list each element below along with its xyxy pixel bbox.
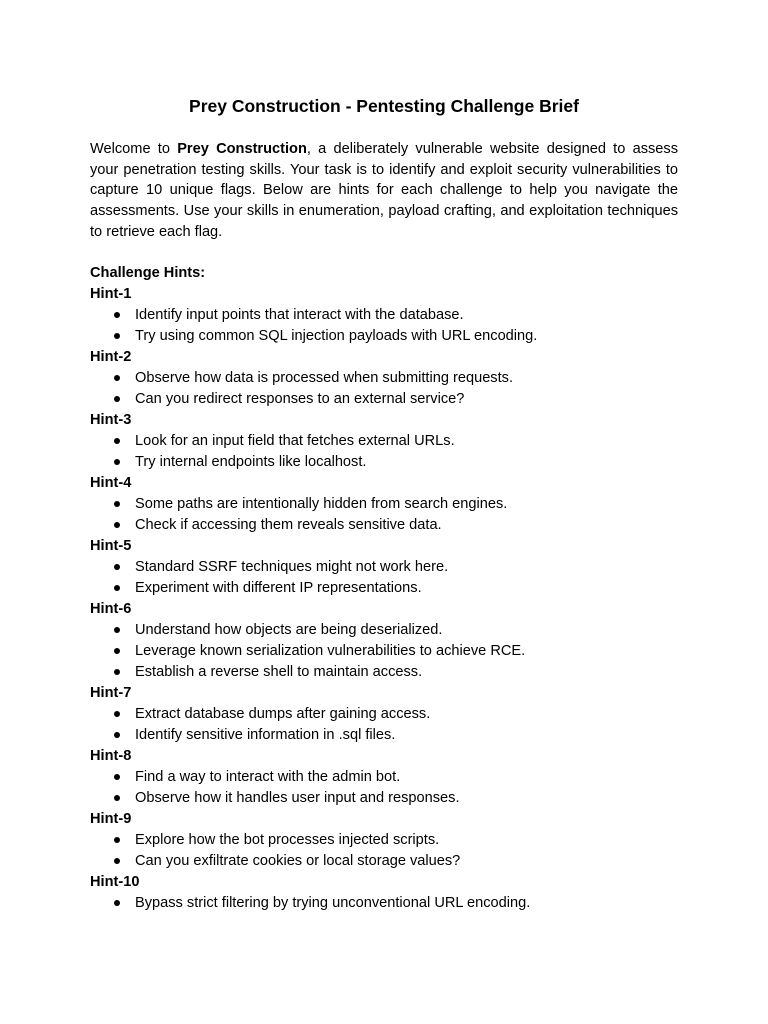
bullet-icon xyxy=(114,333,120,339)
bullet-icon xyxy=(114,459,120,465)
bullet-icon xyxy=(114,585,120,591)
hint-list xyxy=(90,284,678,914)
hint-item-text: Experiment with different IP representations. xyxy=(135,580,422,596)
bullet-icon xyxy=(114,837,120,843)
list-item xyxy=(90,641,678,662)
bullet-icon xyxy=(114,795,120,801)
hint-label: Hint-9 xyxy=(90,811,132,827)
hint-item-text: Establish a reverse shell to maintain access. xyxy=(135,664,423,680)
hint-item-text: Standard SSRF techniques might not work here. xyxy=(135,559,449,575)
bullet-icon xyxy=(114,732,120,738)
hint-label: Hint-4 xyxy=(90,475,132,491)
bullet-icon xyxy=(114,438,120,444)
hint-block xyxy=(90,809,678,872)
hint-item-text: Try internal endpoints like localhost. xyxy=(135,454,367,470)
list-item xyxy=(90,452,678,473)
hint-item-text: Leverage known serialization vulnerabilities to achieve RCE. xyxy=(135,643,526,659)
intro-company-name: Prey Construction xyxy=(177,141,307,157)
list-item xyxy=(90,494,678,515)
bullet-icon xyxy=(114,627,120,633)
list-item xyxy=(90,578,678,599)
hint-item-text: Check if accessing them reveals sensitive data. xyxy=(135,517,442,533)
hint-label: Hint-10 xyxy=(90,874,140,890)
bullet-icon xyxy=(114,501,120,507)
hint-label: Hint-5 xyxy=(90,538,132,554)
hint-label: Hint-7 xyxy=(90,685,132,701)
hint-item-text: Some paths are intentionally hidden from search engines. xyxy=(135,496,508,512)
hint-label: Hint-1 xyxy=(90,286,132,302)
hint-bullet-list xyxy=(90,767,678,809)
list-item xyxy=(90,305,678,326)
bullet-icon xyxy=(114,858,120,864)
bullet-icon xyxy=(114,669,120,675)
list-item xyxy=(90,431,678,452)
hint-item-text: Explore how the bot processes injected scripts. xyxy=(135,832,440,848)
hint-block xyxy=(90,599,678,683)
hint-block xyxy=(90,410,678,473)
hint-item-text: Can you exfiltrate cookies or local storage values? xyxy=(135,853,461,869)
hint-block xyxy=(90,683,678,746)
hint-item-text: Find a way to interact with the admin bot. xyxy=(135,769,401,785)
intro-paragraph xyxy=(90,139,678,243)
list-item xyxy=(90,389,678,410)
hint-item-text: Understand how objects are being deserialized. xyxy=(135,622,443,638)
challenge-hints-section xyxy=(90,263,678,914)
hint-block xyxy=(90,347,678,410)
hint-item-text: Observe how it handles user input and responses. xyxy=(135,790,460,806)
list-item xyxy=(90,788,678,809)
hint-item-text: Look for an input field that fetches external URLs. xyxy=(135,433,455,449)
list-item xyxy=(90,725,678,746)
hint-item-text: Can you redirect responses to an external service? xyxy=(135,391,465,407)
hint-block xyxy=(90,746,678,809)
document-title: Prey Construction - Pentesting Challenge Brief xyxy=(189,96,579,116)
hint-label: Hint-2 xyxy=(90,349,132,365)
hint-item-text: Observe how data is processed when submitting requests. xyxy=(135,370,514,386)
bullet-icon xyxy=(114,711,120,717)
intro-prefix: Welcome to xyxy=(90,141,178,157)
hint-bullet-list xyxy=(90,620,678,683)
hint-bullet-list xyxy=(90,305,678,347)
hint-item-text: Identify input points that interact with the database. xyxy=(135,307,464,323)
bullet-icon xyxy=(114,312,120,318)
list-item xyxy=(90,662,678,683)
list-item xyxy=(90,368,678,389)
bullet-icon xyxy=(114,522,120,528)
bullet-icon xyxy=(114,375,120,381)
hint-label: Hint-6 xyxy=(90,601,132,617)
hint-bullet-list xyxy=(90,830,678,872)
hint-block xyxy=(90,536,678,599)
bullet-icon xyxy=(114,774,120,780)
bullet-icon xyxy=(114,900,120,906)
list-item xyxy=(90,557,678,578)
list-item xyxy=(90,620,678,641)
hint-label: Hint-8 xyxy=(90,748,132,764)
challenge-hints-heading: Challenge Hints: xyxy=(90,265,206,281)
hint-block xyxy=(90,872,678,914)
list-item xyxy=(90,893,678,914)
hint-block xyxy=(90,284,678,347)
list-item xyxy=(90,326,678,347)
list-item xyxy=(90,704,678,725)
bullet-icon xyxy=(114,648,120,654)
hint-bullet-list xyxy=(90,557,678,599)
list-item xyxy=(90,851,678,872)
hint-item-text: Identify sensitive information in .sql files. xyxy=(135,727,396,743)
hint-block xyxy=(90,473,678,536)
hint-item-text: Extract database dumps after gaining access. xyxy=(135,706,431,722)
hint-bullet-list xyxy=(90,704,678,746)
hint-bullet-list xyxy=(90,431,678,473)
bullet-icon xyxy=(114,396,120,402)
list-item xyxy=(90,830,678,851)
hint-bullet-list xyxy=(90,893,678,914)
bullet-icon xyxy=(114,564,120,570)
hint-item-text: Try using common SQL injection payloads with URL encoding. xyxy=(135,328,538,344)
hint-label: Hint-3 xyxy=(90,412,132,428)
hint-bullet-list xyxy=(90,368,678,410)
hint-item-text: Bypass strict filtering by trying unconventional URL encoding. xyxy=(135,895,531,911)
list-item xyxy=(90,767,678,788)
list-item xyxy=(90,515,678,536)
intro-body: , a deliberately vulnerable website designed to assess your penetration testing skills. Your task is to identify and exploit security vulnerabilities to capture 10 unique flags. Below are hints for each challenge to help you navigate the assessments. Use your skills in enumeration, payload crafting, and exploitation techniques to retrieve each flag. xyxy=(90,141,678,240)
hint-bullet-list xyxy=(90,494,678,536)
